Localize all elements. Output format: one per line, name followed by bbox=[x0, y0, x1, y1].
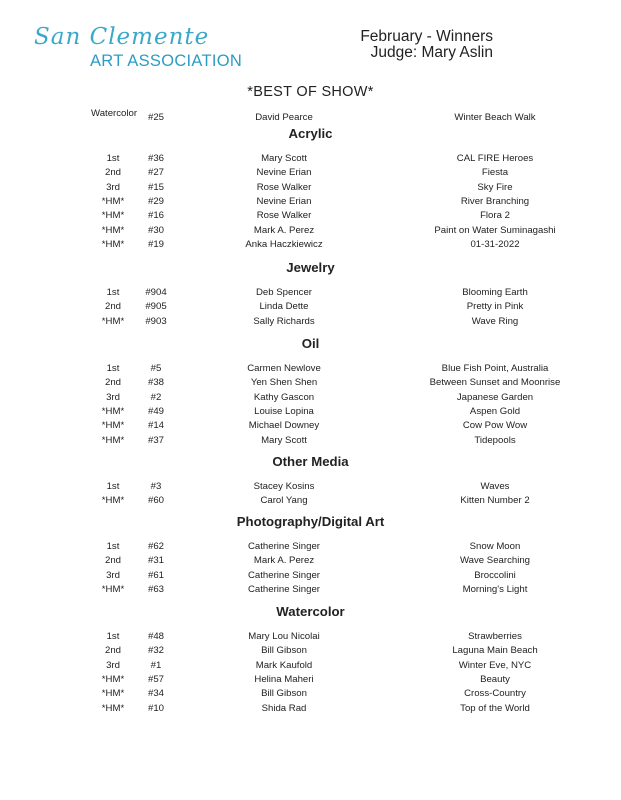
entry-title: Waves bbox=[480, 481, 510, 492]
entry-row bbox=[0, 570, 621, 584]
entry-place: *HM* bbox=[101, 224, 125, 236]
entry-row bbox=[0, 584, 621, 598]
best-of-show-entry bbox=[0, 108, 621, 126]
entry-number: #16 bbox=[147, 210, 164, 222]
entry-row bbox=[0, 631, 621, 645]
entry-number: #37 bbox=[147, 434, 164, 446]
entry-artist: Mary Scott bbox=[261, 434, 307, 446]
entry-place: 2nd bbox=[104, 377, 121, 389]
entry-place: *HM* bbox=[101, 702, 125, 714]
entry-artist: Michael Downey bbox=[248, 420, 320, 432]
entry-place: 2nd bbox=[104, 555, 121, 567]
entry-artist: Anka Haczkiewicz bbox=[245, 238, 323, 250]
entry-title: Winter Eve, NYC bbox=[458, 659, 532, 671]
entry-artist: Stacey Kosins bbox=[253, 481, 315, 492]
entry-title: Snow Moon bbox=[469, 541, 521, 552]
entry-place: *HM* bbox=[101, 420, 125, 432]
entry-artist: Mark A. Perez bbox=[253, 224, 315, 236]
entry-number: #27 bbox=[147, 167, 164, 179]
entry-artist: Bill Gibson bbox=[261, 688, 307, 700]
entry-artist: Carmen Newlove bbox=[247, 363, 321, 374]
entry-row bbox=[0, 495, 621, 509]
entry-number: #905 bbox=[145, 301, 167, 313]
entry-title: Broccolini bbox=[474, 569, 516, 581]
best-of-show-heading: *BEST OF SHOW* bbox=[247, 84, 374, 100]
entry-place: *HM* bbox=[101, 238, 125, 250]
entry-row bbox=[0, 182, 621, 196]
entry-number: #36 bbox=[147, 153, 164, 164]
entry-artist: Shida Rad bbox=[261, 702, 307, 714]
entry-title: Pretty in Pink bbox=[466, 301, 524, 313]
entry-number: #19 bbox=[147, 238, 164, 250]
entry-number: #5 bbox=[150, 363, 162, 374]
entry-artist: Catherine Singer bbox=[248, 569, 320, 581]
entry-place: *HM* bbox=[101, 195, 125, 207]
entry-place: 1st bbox=[106, 287, 120, 298]
entry-row bbox=[0, 688, 621, 702]
entry-place: *HM* bbox=[101, 434, 125, 446]
entry-number: #34 bbox=[147, 688, 164, 700]
entry-row bbox=[0, 239, 621, 253]
entry-place: 1st bbox=[106, 631, 120, 642]
entry-place: 1st bbox=[106, 541, 120, 552]
entry-number: #38 bbox=[147, 377, 164, 389]
entry-artist: Deb Spencer bbox=[256, 287, 312, 298]
entry-row bbox=[0, 287, 621, 301]
entry-place: 2nd bbox=[104, 645, 121, 657]
entry-number: #48 bbox=[147, 631, 164, 642]
entry-number: #60 bbox=[147, 495, 164, 507]
entry-title: CAL FIRE Heroes bbox=[456, 153, 534, 164]
entry-place: 3rd bbox=[106, 181, 120, 193]
entry-number: #2 bbox=[150, 391, 162, 403]
entry-title: Sky Fire bbox=[477, 181, 513, 193]
entry-artist: Mary Scott bbox=[261, 153, 307, 164]
entry-artist: Rose Walker bbox=[256, 210, 312, 222]
entry-title: Paint on Water Suminagashi bbox=[434, 224, 556, 236]
entry-row bbox=[0, 703, 621, 717]
category-heading: Watercolor bbox=[276, 604, 345, 619]
entry-artist: Helina Maheri bbox=[254, 673, 314, 685]
entry-title: Wave Searching bbox=[459, 555, 531, 567]
entry-row bbox=[0, 301, 621, 315]
entry-number: #62 bbox=[147, 541, 164, 552]
entry-number: #14 bbox=[147, 420, 164, 432]
logo-script-text: San Clemente bbox=[34, 24, 210, 50]
entry-artist: Bill Gibson bbox=[261, 645, 307, 657]
entry-artist: Carol Yang bbox=[260, 495, 308, 507]
entry-row bbox=[0, 481, 621, 495]
entry-row bbox=[0, 363, 621, 377]
entry-number: #25 bbox=[147, 112, 164, 123]
entry-place: Watercolor bbox=[91, 108, 138, 119]
category-heading: Oil bbox=[301, 336, 320, 351]
entry-artist: Nevine Erian bbox=[256, 195, 312, 207]
entry-row bbox=[0, 196, 621, 210]
entry-title: Japanese Garden bbox=[456, 391, 534, 403]
entry-row bbox=[0, 210, 621, 224]
entry-title: Between Sunset and Moonrise bbox=[429, 377, 561, 389]
entry-place: 2nd bbox=[104, 301, 121, 313]
entry-row bbox=[0, 377, 621, 391]
entry-place: 3rd bbox=[106, 569, 120, 581]
category-heading: Other Media bbox=[272, 454, 349, 469]
entry-place: 1st bbox=[106, 153, 120, 164]
entry-number: #10 bbox=[147, 702, 164, 714]
entry-number: #30 bbox=[147, 224, 164, 236]
entry-place: *HM* bbox=[101, 210, 125, 222]
category-heading: Photography/Digital Art bbox=[236, 514, 385, 529]
entry-artist: Catherine Singer bbox=[248, 541, 320, 552]
entry-row bbox=[0, 645, 621, 659]
entry-number: #32 bbox=[147, 645, 164, 657]
entry-place: 1st bbox=[106, 363, 120, 374]
entry-title: Cow Pow Wow bbox=[462, 420, 528, 432]
entry-artist: David Pearce bbox=[255, 112, 313, 123]
entry-number: #61 bbox=[147, 569, 164, 581]
entry-place: 2nd bbox=[104, 167, 121, 179]
entry-place: *HM* bbox=[101, 583, 125, 595]
entry-number: #1 bbox=[150, 659, 162, 671]
entry-row bbox=[0, 153, 621, 167]
entry-artist: Rose Walker bbox=[256, 181, 312, 193]
entry-title: Wave Ring bbox=[471, 315, 519, 327]
entry-title: Laguna Main Beach bbox=[452, 645, 538, 657]
logo-association-text: ART ASSOCIATION bbox=[90, 52, 243, 70]
entry-place: *HM* bbox=[101, 673, 125, 685]
entry-artist: Mark A. Perez bbox=[253, 555, 315, 567]
entry-place: *HM* bbox=[101, 495, 125, 507]
entry-artist: Sally Richards bbox=[253, 315, 315, 327]
entry-title: Morning's Light bbox=[462, 583, 528, 595]
entry-title: Beauty bbox=[480, 673, 510, 685]
entry-number: #15 bbox=[147, 181, 164, 193]
entry-artist: Yen Shen Shen bbox=[250, 377, 318, 389]
entry-artist: Linda Dette bbox=[259, 301, 309, 313]
entry-place: 1st bbox=[106, 481, 120, 492]
entry-artist: Louise Lopina bbox=[254, 405, 314, 417]
entry-row bbox=[0, 674, 621, 688]
entry-row bbox=[0, 660, 621, 674]
entry-title: Tidepools bbox=[474, 434, 516, 446]
entry-artist: Catherine Singer bbox=[248, 583, 320, 595]
entry-number: #63 bbox=[147, 583, 164, 595]
entry-title: Cross-Country bbox=[464, 688, 526, 700]
entry-row bbox=[0, 392, 621, 406]
entry-place: *HM* bbox=[101, 405, 125, 417]
entry-row bbox=[0, 420, 621, 434]
entry-number: #31 bbox=[147, 555, 164, 567]
entry-row bbox=[0, 555, 621, 569]
entry-title: Fiesta bbox=[481, 167, 509, 179]
entry-number: #49 bbox=[147, 405, 164, 417]
entry-title: Blooming Earth bbox=[462, 287, 528, 298]
entry-title: Winter Beach Walk bbox=[454, 112, 536, 123]
entry-row bbox=[0, 316, 621, 330]
entry-row bbox=[0, 225, 621, 239]
association-logo bbox=[32, 24, 247, 74]
category-heading: Jewelry bbox=[286, 260, 335, 275]
entry-title: Aspen Gold bbox=[469, 405, 521, 417]
entry-number: #3 bbox=[150, 481, 162, 492]
entry-number: #57 bbox=[147, 673, 164, 685]
entry-row bbox=[0, 406, 621, 420]
entry-place: 3rd bbox=[106, 659, 120, 671]
category-heading: Acrylic bbox=[288, 126, 333, 141]
entry-artist: Mary Lou Nicolai bbox=[248, 631, 320, 642]
entry-number: #29 bbox=[147, 195, 164, 207]
entry-number: #903 bbox=[145, 315, 167, 327]
entry-row bbox=[0, 541, 621, 555]
entry-place: *HM* bbox=[101, 688, 125, 700]
judge-line: Judge: Mary Aslin bbox=[370, 44, 493, 61]
entry-number: #904 bbox=[145, 287, 167, 298]
entry-title: River Branching bbox=[460, 195, 530, 207]
page-title: February - Winners bbox=[360, 28, 493, 45]
entry-place: *HM* bbox=[101, 315, 125, 327]
entry-title: Kitten Number 2 bbox=[460, 495, 530, 507]
entry-place: 3rd bbox=[106, 391, 120, 403]
entry-artist: Mark Kaufold bbox=[255, 659, 313, 671]
entry-artist: Nevine Erian bbox=[256, 167, 312, 179]
entry-title: Strawberries bbox=[468, 631, 522, 642]
entry-row bbox=[0, 435, 621, 449]
entry-title: 01-31-2022 bbox=[470, 238, 520, 250]
entry-artist: Kathy Gascon bbox=[253, 391, 315, 403]
entry-row bbox=[0, 167, 621, 181]
entry-title: Top of the World bbox=[460, 702, 530, 714]
entry-title: Blue Fish Point, Australia bbox=[441, 363, 549, 374]
entry-title: Flora 2 bbox=[480, 210, 510, 222]
